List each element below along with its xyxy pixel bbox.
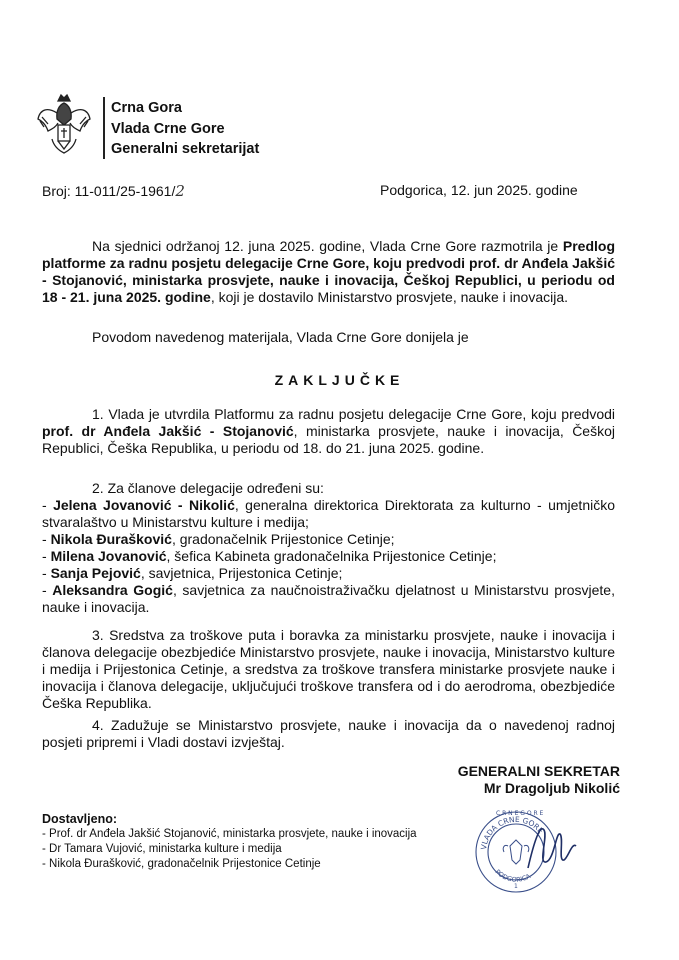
delegation-member bbox=[42, 582, 615, 616]
stamp-number: 1 bbox=[514, 883, 518, 890]
delegation-members-list bbox=[42, 497, 615, 616]
reference-handwritten-suffix: 2 bbox=[175, 182, 185, 200]
intro-text-b: , koji je dostavilo Ministarstvo prosvjete, nauke i inovacija. bbox=[210, 289, 569, 305]
delegation-member bbox=[42, 548, 615, 565]
recipient-item: - Dr Tamara Vujović, ministarka kulture i medija bbox=[42, 843, 282, 855]
recipients-label: Dostavljeno: bbox=[42, 812, 118, 826]
issuer-country: Crna Gora bbox=[111, 100, 182, 116]
member-role: , šefica Kabineta gradonačelnika Prijestonice Cetinje; bbox=[166, 548, 497, 564]
conclusion-3: 3. Sredstva za troškove puta i boravka za ministarku prosvjete, nauke i inovacija i članova delegacije obezbjediće Ministarstvo prosvjete, nauke i inovacija, Ministarstvo kulture i medija i Prijestonica Cetinje, a sredstva za troškove transfera ministarke prosvjete nauke i inovacija i članova delegacije, uključujući troškove transfera od i do aerodroma, obezbjediće Češka Republika. bbox=[42, 627, 615, 711]
issuer-government: Vlada Crne Gore bbox=[111, 120, 225, 137]
issuer-header bbox=[111, 98, 259, 160]
stamp-top-text: C R N E G O R E bbox=[496, 810, 544, 817]
signatory-title: GENERALNI SEKRETAR bbox=[457, 763, 620, 779]
member-name: Sanja Pejović bbox=[50, 565, 141, 581]
member-bullet: - bbox=[42, 531, 51, 547]
member-role: , generalna direktorica Direktorata za kulturno - umjetničko stvaralaštvo u Ministarstvu kulture i medija; bbox=[42, 497, 615, 530]
member-role: , savjetnica za naučnoistraživačku djelatnost u Ministarstvu prosvjete, nauke i inovacija. bbox=[42, 582, 615, 615]
signature-block bbox=[380, 763, 620, 797]
stamp-bottom-text: PODGORICA bbox=[493, 867, 533, 884]
member-bullet: - bbox=[42, 497, 54, 513]
signatory-name: Mr Dragoljub Nikolić bbox=[483, 780, 620, 796]
conclusion-1-leader: prof. dr Anđela Jakšić - Stojanović bbox=[42, 423, 294, 439]
conclusion-1 bbox=[42, 406, 615, 457]
recipient-item: - Nikola Đurašković, gradonačelnik Prijestonice Cetinje bbox=[42, 858, 321, 870]
document-date: Podgorica, 12. jun 2025. godine bbox=[380, 182, 578, 198]
official-stamp bbox=[464, 802, 584, 898]
recipients-list bbox=[42, 812, 417, 872]
stamp-crest-icon bbox=[503, 840, 529, 864]
delegation-member bbox=[42, 531, 615, 548]
conclusion-2-intro: 2. Za članove delegacije određeni su: bbox=[92, 480, 324, 496]
conclusion-1-text-a: 1. Vlada je utvrdila Platformu za radnu posjetu delegacije Crne Gore, koju predvodi bbox=[92, 406, 615, 422]
member-bullet: - bbox=[42, 565, 51, 581]
member-role: , gradonačelnik Prijestonice Cetinje; bbox=[171, 531, 395, 547]
intro-text-a: Na sjednici održanoj 12. juna 2025. godine, Vlada Crne Gore razmotrila je bbox=[92, 238, 559, 254]
member-name: Nikola Đurašković bbox=[50, 531, 172, 547]
member-bullet: - bbox=[42, 582, 53, 598]
document-title: ZAKLJUČKE bbox=[274, 372, 405, 388]
member-role: , savjetnica, Prijestonica Cetinje; bbox=[140, 565, 343, 581]
intro-paragraph bbox=[42, 238, 615, 306]
header-divider bbox=[103, 97, 105, 159]
intro-proposal-title: Predlog platforme za radnu posjetu delegacije Crne Gore, koju predvodi prof. dr Anđela Jakšić - Stojanović, ministarka prosvjete, nauke i inovacija, Češkoj Republici, u periodu od 18 - 21. juna 2025. godine bbox=[42, 238, 615, 305]
member-name: Milena Jovanović bbox=[50, 548, 167, 564]
intro-decision-line: Povodom navedenog materijala, Vlada Crne Gore donijela je bbox=[92, 329, 469, 345]
conclusion-1-text-b: , ministarka prosvjete, nauke i inovacija, Češkoj Republici, Češka Republika, u periodu od 18. do 21. juna 2025. godine. bbox=[42, 423, 615, 456]
stamp-arc-text: VLADA CRNE GORE bbox=[479, 814, 546, 851]
member-name: Jelena Jovanović - Nikolić bbox=[53, 497, 235, 513]
recipient-item: - Prof. dr Anđela Jakšić Stojanović, ministarka prosvjete, nauke i inovacija bbox=[42, 828, 417, 840]
issuer-department: Generalni sekretarijat bbox=[111, 141, 260, 157]
reference-number bbox=[42, 182, 185, 200]
coat-of-arms-emblem bbox=[34, 91, 94, 161]
delegation-member bbox=[42, 497, 615, 531]
reference-number-text: Broj: 11-011/25-1961/ bbox=[42, 183, 176, 199]
delegation-member bbox=[42, 565, 615, 582]
member-bullet: - bbox=[42, 548, 51, 564]
conclusion-4: 4. Zadužuje se Ministarstvo prosvjete, nauke i inovacija da o navedenoj radnoj posjeti pripremi i Vladi dostavi izvještaj. bbox=[42, 717, 615, 750]
member-name: Aleksandra Gogić bbox=[52, 582, 173, 598]
